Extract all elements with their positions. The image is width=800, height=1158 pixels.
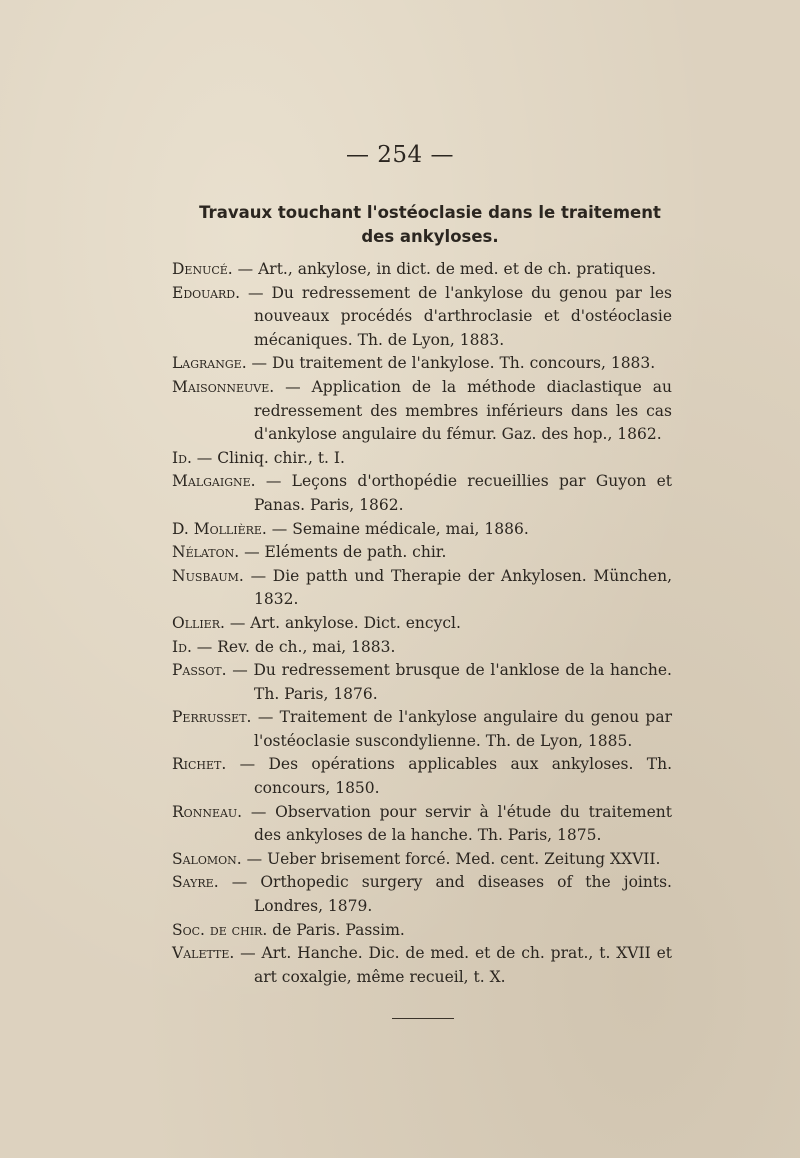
bibliography-entry <box>172 706 672 753</box>
entry-author: Maisonneuve. <box>172 377 275 396</box>
entry-author: Ollier. <box>172 613 225 632</box>
section-heading <box>150 201 710 249</box>
entry-author: Nusbaum. <box>172 566 244 585</box>
entry-text: — Art. Hanche. Dic. de med. et de ch. prat., t. XVII et art coxalgie, même recueil, t. X. <box>234 944 672 986</box>
bibliography-entry <box>172 636 672 660</box>
closing-rule <box>392 1018 454 1019</box>
entry-author: Edouard. <box>172 283 241 302</box>
bibliography-entry <box>172 942 672 989</box>
bibliography-entry <box>172 258 672 282</box>
entry-text: — Eléments de path. chir. <box>239 543 447 562</box>
entry-author: Perrusset. <box>172 708 252 727</box>
entry-text: — Semaine médicale, mai, 1886. <box>266 519 529 538</box>
entry-text: — Art. ankylose. Dict. encycl. <box>224 613 461 632</box>
entry-text: — Die patth und Therapie der Ankylosen. München, 1832. <box>243 566 672 609</box>
entry-author: Salomon. <box>172 849 242 868</box>
bibliography-entry <box>172 659 672 706</box>
entry-text: — Leçons d'orthopédie recueillies par Guyon et Panas. Paris, 1862. <box>254 472 672 514</box>
bibliography-entry <box>172 848 672 872</box>
entry-author: Richet. <box>172 755 227 774</box>
entry-text: — Du redressement de l'ankylose du genou par les nouveaux procédés d'arthroclasie et d'ostéoclasie mécaniques. Th. de Lyon, 1883. <box>240 283 672 349</box>
bibliography-entry <box>172 753 672 800</box>
bibliography-entry <box>172 352 672 376</box>
section-heading-line-2: des ankyloses. <box>361 227 499 246</box>
entry-author: Sayre. <box>172 873 219 892</box>
entry-author: Soc. de chir. <box>172 920 268 939</box>
entry-author: Denucé. <box>172 260 233 278</box>
entry-text: — Rev. de ch., mai, 1883. <box>191 637 396 656</box>
entry-author: D. Mollière. <box>172 519 267 538</box>
bibliography-entry <box>172 871 672 918</box>
bibliography-entry <box>172 470 672 517</box>
entry-author: Valette. <box>172 944 235 963</box>
entry-author: Lagrange. <box>172 354 247 373</box>
entry-author: Passot. <box>172 661 227 680</box>
entry-text: — Cliniq. chir., t. I. <box>191 448 345 467</box>
entry-text: — Application de la méthode diaclastique au redressement des membres inférieurs dans les cas d'ankylose angulaire du fémur. Gaz. des hop., 1862. <box>254 377 672 444</box>
entry-author: Ronneau. <box>172 802 243 821</box>
entry-text: de Paris. Passim. <box>267 920 405 939</box>
section-heading-line-1: Travaux touchant l'ostéoclasie dans le traitement <box>199 203 661 222</box>
bibliography-entry <box>172 447 672 471</box>
entry-text: — Orthopedic surgery and diseases of the joints. Londres, 1879. <box>218 873 672 916</box>
entry-text: — Art., ankylose, in dict. de med. et de ch. pratiques. <box>232 260 657 278</box>
bibliography-entry <box>172 541 672 565</box>
entry-text: — Du redressement brusque de l'anklose de la hanche. Th. Paris, 1876. <box>226 661 672 703</box>
bibliography-entry <box>172 612 672 636</box>
entry-text: — Observation pour servir à l'étude du traitement des ankyloses de la hanche. Th. Paris, 1875. <box>242 802 672 845</box>
bibliography-entry <box>172 518 672 542</box>
entry-author: Id. <box>172 448 192 467</box>
bibliography-entry <box>172 801 672 848</box>
entry-author: Id. <box>172 637 192 656</box>
entry-text: — Des opérations applicables aux ankyloses. Th. concours, 1850. <box>226 755 672 798</box>
bibliography-entry <box>172 565 672 612</box>
bibliography-entry <box>172 282 672 353</box>
bibliography-entry <box>172 376 672 447</box>
entry-text: — Du traitement de l'ankylose. Th. concours, 1883. <box>246 354 656 373</box>
entry-text: — Traitement de l'ankylose angulaire du genou par l'ostéoclasie suscondylienne. Th. de Lyon, 1885. <box>251 708 672 750</box>
bibliography-list <box>172 258 672 989</box>
entry-text: — Ueber brisement forcé. Med. cent. Zeitung XXVII. <box>241 849 661 868</box>
entry-author: Nélaton. <box>172 543 240 562</box>
bibliography-entry <box>172 919 672 943</box>
page-number: — 254 — <box>345 142 455 168</box>
entry-author: Malgaigne. <box>172 472 256 491</box>
